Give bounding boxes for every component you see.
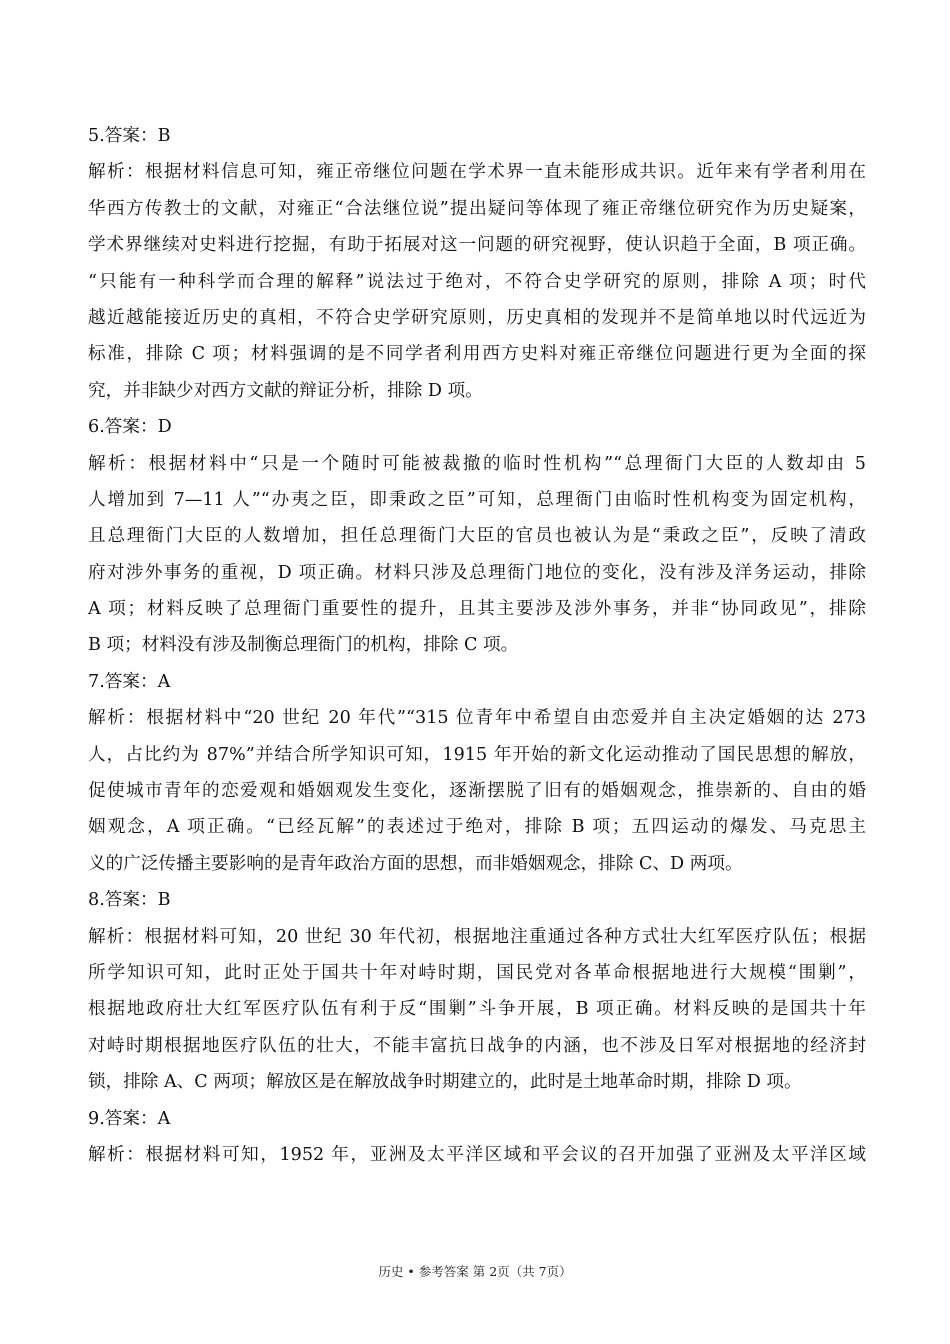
answer-5-heading: 5.答案：B — [88, 126, 171, 146]
answer-5-explanation-line: 标准，排除 C 项；材料强调的是不同学者利用西方史料对雍正帝继位问题进行更为全面的探 — [88, 344, 866, 365]
answer-9-heading: 9.答案：A — [88, 1108, 171, 1129]
answer-8-explanation-line: 根据地政府壮大红军医疗队伍有利于反“围剿”斗争开展，B 项正确。材料反映的是国共十年 — [88, 999, 866, 1020]
answer-8-heading: 8.答案：B — [88, 890, 171, 911]
answer-6-explanation-line: 人增加到 7—11 人”“办夷之臣，即秉政之臣”可知，总理衙门由临时性机构变为固定机构， — [88, 489, 866, 510]
answer-5-explanation-line: 越近越能接近历史的真相，不符合史学研究原则，历史真相的发现并不是简单地以时代远近为 — [88, 307, 866, 328]
answer-6-explanation-line: 解析：根据材料中“只是一个随时可能被裁撤的临时性机构”“总理衙门大臣的人数却由 5 — [88, 453, 866, 474]
answer-6-explanation-line: 且总理衙门大臣的人数增加，担任总理衙门大臣的官员也被认为是“秉政之臣”，反映了清政 — [88, 526, 866, 547]
answer-8-explanation-line: 锁，排除 A、C 两项；解放区是在解放战争时期建立的，此时是土地革命时期，排除 D 项。 — [88, 1072, 802, 1093]
page-footer: 历史 • 参考答案 第 2页（共 7页） — [378, 1264, 572, 1279]
answer-6-explanation-line: 府对涉外事务的重视，D 项正确。材料只涉及总理衙门地位的变化，没有涉及洋务运动，排除 — [88, 562, 866, 583]
answer-5-explanation-line: 学术界继续对史料进行挖掘，有助于拓展对这一问题的研究视野，使认识趋于全面，B 项正确。 — [88, 235, 866, 256]
answer-7-explanation-line: 人，占比约为 87%”并结合所学知识可知，1915 年开始的新文化运动推动了国民思想的解放， — [88, 744, 866, 765]
answer-8-explanation-line: 所学知识可知，此时正处于国共十年对峙时期，国民党对各革命根据地进行大规模“围剿”， — [88, 962, 866, 983]
answer-9-explanation-line: 解析：根据材料可知，1952 年，亚洲及太平洋区域和平会议的召开加强了亚洲及太平洋区域 — [88, 1144, 866, 1165]
answer-6-explanation-line: B 项；材料没有涉及制衡总理衙门的机构，排除 C 项。 — [88, 635, 519, 656]
answer-7-explanation-line: 姻观念，A 项正确。“已经瓦解”的表述过于绝对，排除 B 项；五四运动的爆发、马克思主 — [88, 817, 866, 838]
answer-7-explanation-line: 解析：根据材料中“20 世纪 20 年代”“315 位青年中希望自由恋爱并自主决定婚姻的达 273 — [88, 708, 866, 729]
answer-5-explanation-line: 解析：根据材料信息可知，雍正帝继位问题在学术界一直未能形成共识。近年来有学者利用在 — [88, 162, 866, 183]
answer-5-explanation-line: 华西方传教士的文献，对雍正“合法继位说”提出疑问等体现了雍正帝继位研究作为历史疑案， — [88, 198, 866, 219]
answer-7-explanation-line: 义的广泛传播主要影响的是青年政治方面的思想，而非婚姻观念，排除 C、D 两项。 — [88, 853, 743, 874]
answer-8-explanation-line: 解析：根据材料可知，20 世纪 30 年代初，根据地注重通过各种方式壮大红军医疗队伍；根据 — [88, 926, 866, 947]
answer-8-explanation-line: 对峙时期根据地医疗队伍的壮大，不能丰富抗日战争的内涵，也不涉及日军对根据地的经济封 — [88, 1035, 866, 1056]
answer-explanations — [88, 118, 866, 1173]
answer-6-explanation-line: A 项；材料反映了总理衙门重要性的提升，且其主要涉及涉外事务，并非“协同政见”，排除 — [88, 599, 866, 620]
answer-5-explanation-line: 究，并非缺少对西方文献的辩证分析，排除 D 项。 — [88, 380, 483, 401]
answer-5-explanation-line: “只能有一种科学而合理的解释”说法过于绝对，不符合史学研究的原则，排除 A 项；时代 — [88, 271, 866, 292]
answer-7-explanation-line: 促使城市青年的恋爱观和婚姻观发生变化，逐渐摆脱了旧有的婚姻观念，推崇新的、自由的婚 — [88, 781, 866, 802]
answer-6-heading: 6.答案：D — [88, 417, 172, 438]
answer-7-heading: 7.答案：A — [88, 671, 171, 692]
